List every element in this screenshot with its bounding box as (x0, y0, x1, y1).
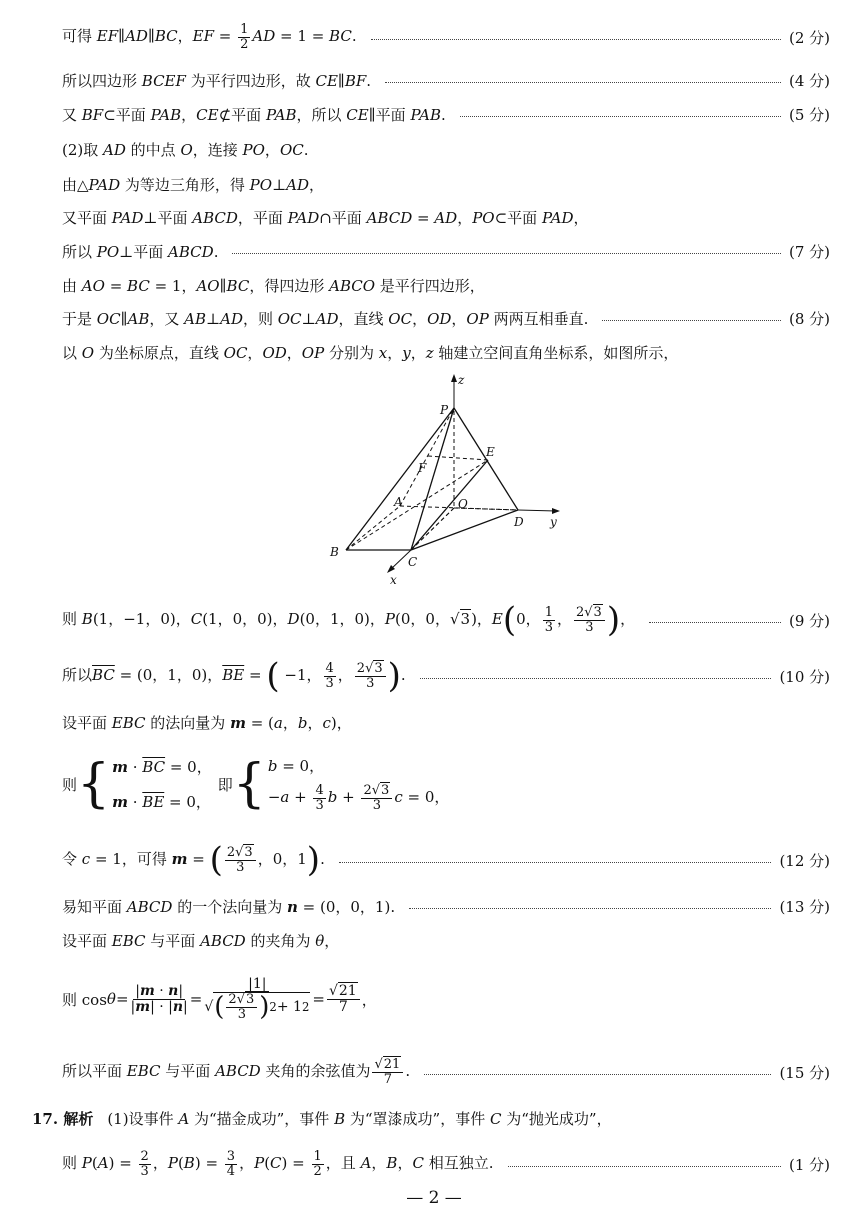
score-label: (10 分) (779, 667, 830, 686)
y-axis-label: y (550, 515, 557, 529)
solution-line (62, 306, 830, 330)
equation-system (62, 744, 830, 824)
point-p-label: P (440, 403, 449, 417)
point-f-label: F (418, 461, 427, 475)
solution-line (62, 22, 830, 52)
dot-leader (409, 908, 771, 909)
score-label: (12 分) (779, 851, 830, 870)
dot-leader (508, 1166, 781, 1167)
dot-leader (460, 116, 781, 117)
solution-line (62, 1052, 830, 1092)
solution-line (62, 137, 830, 161)
line-text: 所以四边形 BCEF 为平行四边形，故 CE∥BF. (62, 71, 372, 90)
solution-line (62, 239, 830, 263)
point-d-label: D (514, 515, 524, 529)
line-text: 又 BF⊂平面 PAB，CE⊄平面 PAB，所以 CE∥平面 PAB. (62, 105, 446, 124)
line-text: 则 B(1，−1，0)，C(1，0，0)，D(0，1，0)，P(0，0，√3)，E(0， $\frac{1}{3}$ ， $\frac{2√3}{3}$ )， (62, 600, 636, 640)
score-label: (7 分) (788, 242, 830, 261)
line-text: 设平面 EBC 的法向量为 m = (a，b，c)， (62, 713, 352, 732)
dot-leader (602, 320, 781, 321)
solution-line (62, 928, 830, 952)
dot-leader (232, 253, 781, 254)
dot-leader (385, 82, 781, 83)
solution-line (62, 340, 830, 364)
solution-line (62, 710, 830, 734)
line-text: 所以 PO⊥平面 ABCD. (62, 242, 219, 261)
visible-edges (346, 408, 518, 550)
dot-leader (649, 622, 781, 623)
line-text: 所以$\overline{BC} = (0$，1，0)，$\overline{BE}$ = ( −1， $\frac{4}{3}$ ， $\frac{2√3}{3}$ ). (62, 656, 406, 696)
point-a-label: A (394, 495, 403, 509)
z-axis-arrow (451, 374, 457, 382)
line-text: 则 cos θ = $\frac{|m \cdot n|}{|m| \cdot |n|}$ = |1| √ ( $\frac{2√3}{3}$ ) 2 + 1 2 = $\frac{√21}{7}$ ， (62, 975, 377, 1023)
dot-leader (420, 678, 772, 679)
line-text: 以 O 为坐标原点，直线 OC，OD，OP 分别为 x，y，z 轴建立空间直角坐标系，如图所示， (62, 343, 679, 362)
score-label: (9 分) (788, 611, 830, 630)
score-label: (13 分) (779, 897, 830, 916)
solution-line (62, 205, 830, 229)
problem-number: 17. 解析 (32, 1109, 94, 1128)
y-axis-arrow (552, 508, 560, 514)
solution-line (62, 1144, 830, 1184)
score-label: (5 分) (788, 105, 830, 124)
dot-leader (424, 1074, 771, 1075)
line-text: 所以平面 EBC 与平面 ABCD 夹角的余弦值为 $\frac{√21}{7}$ . (62, 1056, 411, 1087)
score-label: (15 分) (779, 1063, 830, 1082)
solution-line (62, 600, 830, 640)
solution-line (62, 102, 830, 126)
line-text: 又平面 PAD⊥平面 ABCD，平面 PAD∩平面 ABCD = AD，PO⊂平面 PAD， (62, 208, 589, 227)
cosine-formula (62, 962, 830, 1036)
line-text: 由△PAD 为等边三角形，得 PO⊥AD， (62, 175, 325, 194)
y-axis (518, 510, 556, 511)
solution-line (62, 656, 830, 696)
line-text: 可得 EF∥AD∥BC，EF = $\frac{1}{2}$ AD = 1 = BC. (62, 21, 357, 52)
x-axis-label: x (390, 573, 397, 587)
pyramid-coordinate-figure (318, 372, 570, 587)
z-axis-label: z (458, 373, 465, 387)
line-text: 设平面 EBC 与平面 ABCD 的夹角为 θ， (62, 931, 340, 950)
problem-17-header (32, 1106, 830, 1130)
score-label: (2 分) (788, 28, 830, 47)
line-text: 于是 OC∥AB，又 AB⊥AD，则 OC⊥AD，直线 OC，OD，OP 两两互相垂直. (62, 309, 589, 328)
solution-line (62, 894, 830, 918)
line-text: (2)取 AD 的中点 O，连接 PO，OC. (62, 140, 309, 159)
line-text: 则 { $m \cdot \overline{BC} = 0$， $m \cdot \overline{BE} = 0$， 即 { b = 0， −a + $\frac{4}{3}$ b + $\frac{2√3}{3}$ c = 0， (62, 754, 450, 814)
solution-line (62, 840, 830, 880)
score-label: (1 分) (788, 1155, 830, 1174)
line-text: 令 c = 1，可得 m = ( $\frac{2√3}{3}$ ，0，1). (62, 840, 325, 880)
dot-leader (339, 862, 772, 863)
line-text: 由 AO = BC = 1，AO∥BC，得四边形 ABCO 是平行四边形， (62, 276, 485, 295)
page-number: — 2 — (406, 1188, 462, 1208)
score-label: (4 分) (788, 71, 830, 90)
solution-line (62, 273, 830, 297)
point-b-label: B (330, 545, 339, 559)
point-c-label: C (408, 555, 418, 569)
dot-leader (371, 39, 781, 40)
point-o-label: O (458, 497, 468, 511)
line-text: (1)设事件 A 为“描金成功”，事件 B 为“罩漆成功”，事件 C 为“抛光成功”， (107, 1109, 612, 1128)
solution-line (62, 68, 830, 92)
line-text: 则 P(A) = $\frac{2}{3}$ ，P(B) = $\frac{3}{4}$ ，P(C) = $\frac{1}{2}$ ，且 A，B，C 相互独立. (62, 1148, 494, 1179)
score-label: (8 分) (788, 309, 830, 328)
line-text: 易知平面 ABCD 的一个法向量为 n = (0，0，1). (62, 897, 396, 916)
solution-line (62, 172, 830, 196)
point-e-label: E (486, 445, 495, 459)
